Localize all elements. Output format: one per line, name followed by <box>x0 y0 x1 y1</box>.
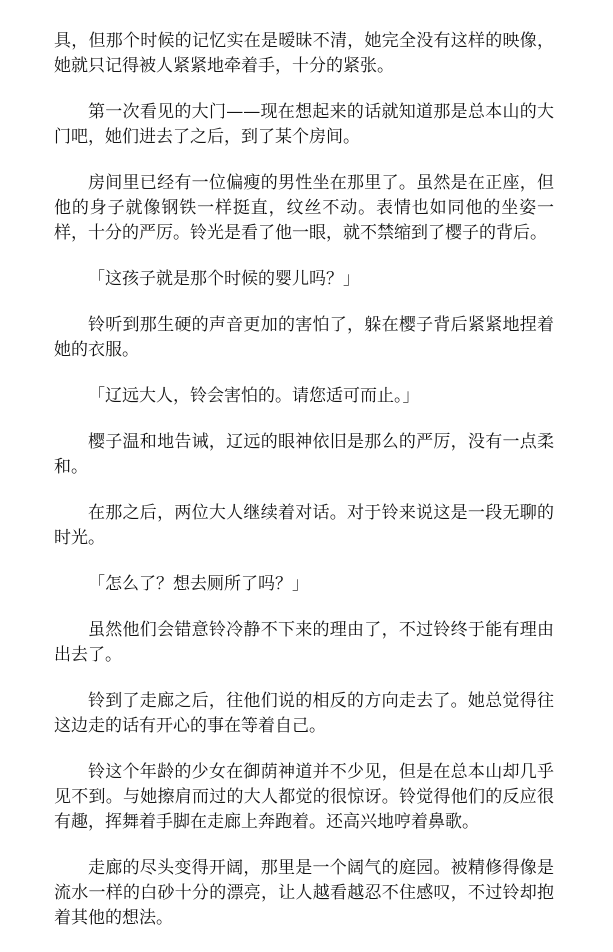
paragraph-5: 铃听到那生硬的声音更加的害怕了，躲在樱子背后紧紧地捏着她的衣服。 <box>54 315 554 360</box>
paragraph-10: 虽然他们会错意铃冷静不下来的理由了，不过铃终于能有理由出去了。 <box>54 620 554 665</box>
paragraph-4: 「这孩子就是那个时候的婴儿吗？」 <box>88 269 360 289</box>
paragraph-13: 走廊的尽头变得开阔，那里是一个阔气的庭园。被精修得像是流水一样的白砂十分的漂亮，让人越看越忍不住感叹，不过铃却抱着其他的想法。 <box>54 858 554 928</box>
paragraph-8: 在那之后，两位大人继续着对话。对于铃来说这是一段无聊的时光。 <box>54 503 554 548</box>
paragraph-2: 第一次看见的大门——现在想起来的话就知道那是总本山的大门吧，她们进去了之后，到了某个房间。 <box>54 102 554 147</box>
paragraph-1: 具，但那个时候的记忆实在是暧昧不清，她完全没有这样的映像，她就只记得被人紧紧地牵着手，十分的紧张。 <box>54 31 554 76</box>
paragraph-12: 铃这个年龄的少女在御荫神道并不少见，但是在总本山却几乎见不到。与她擦肩而过的大人都觉的很惊讶。铃觉得他们的反应很有趣，挥舞着手脚在走廊上奔跑着。还高兴地哼着鼻歌。 <box>54 762 554 832</box>
paragraph-7: 樱子温和地告诫，辽远的眼神依旧是那么的严厉，没有一点柔和。 <box>54 432 554 477</box>
paragraph-6: 「辽远大人，铃会害怕的。请您适可而止。」 <box>88 386 420 406</box>
paragraph-9: 「怎么了？想去厕所了吗？」 <box>88 574 309 594</box>
paragraph-11: 铃到了走廊之后，往他们说的相反的方向走去了。她总觉得往这边走的话有开心的事在等着自己。 <box>54 691 554 736</box>
document-page <box>54 29 554 952</box>
paragraph-3: 房间里已经有一位偏瘦的男性坐在那里了。虽然是在正座，但他的身子就像钢铁一样挺直，纹丝不动。表情也如同他的坐姿一样，十分的严厉。铃光是看了他一眼，就不禁缩到了樱子的背后。 <box>54 173 554 243</box>
